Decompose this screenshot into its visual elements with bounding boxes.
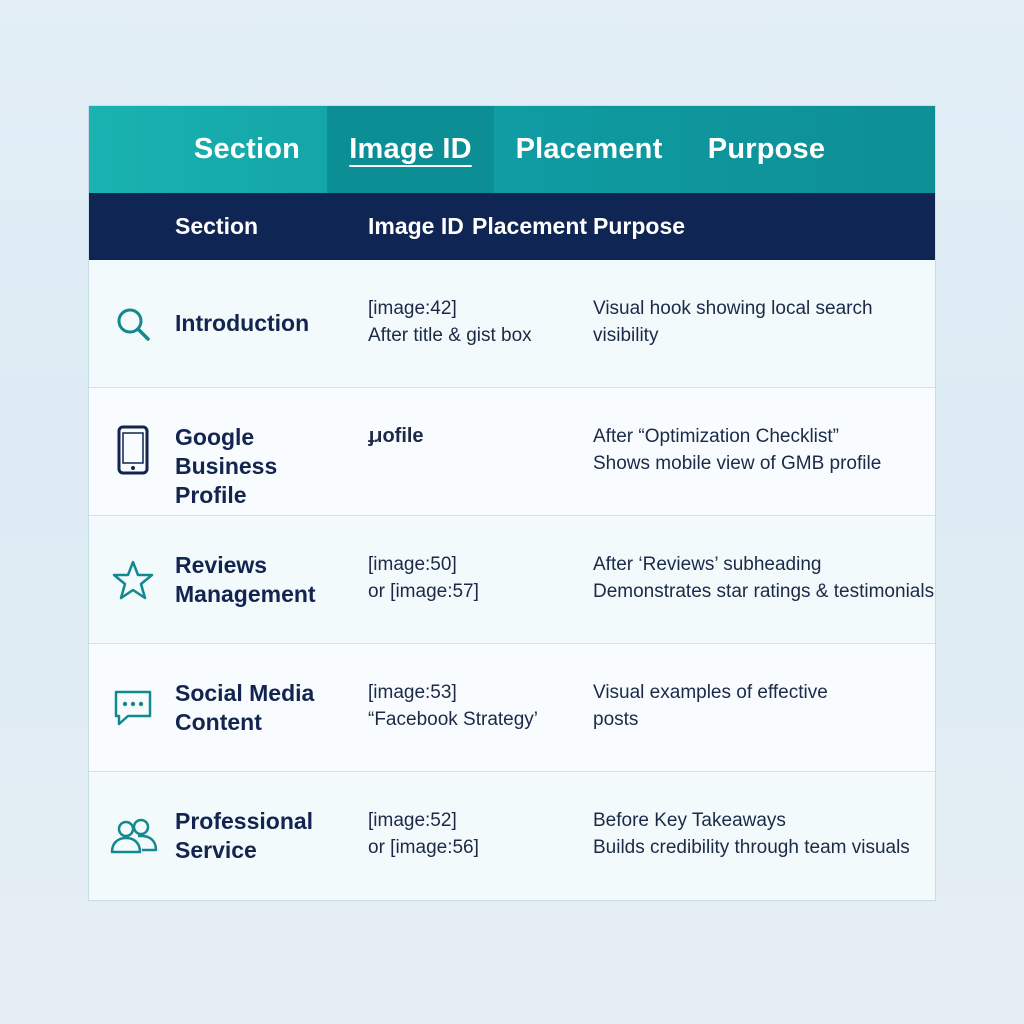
search-icon bbox=[111, 302, 155, 346]
row-section-title bbox=[175, 423, 360, 510]
table-header bbox=[89, 193, 936, 260]
row-purpose bbox=[593, 807, 933, 861]
row-image-line: “Facebook Strategy’ bbox=[368, 709, 539, 730]
row-title-line: Content bbox=[175, 709, 262, 735]
tab-section[interactable] bbox=[167, 106, 327, 193]
row-title-line: Social Media bbox=[175, 680, 315, 706]
row-purpose-line: posts bbox=[593, 709, 639, 730]
row-image-line: [image:42] bbox=[368, 298, 457, 319]
row-title-line: Profile bbox=[175, 482, 247, 508]
tab-purpose[interactable] bbox=[684, 106, 849, 193]
row-section-title bbox=[175, 551, 360, 609]
row-purpose-line: After “Optimization Checklist” bbox=[593, 426, 840, 447]
tab-bar bbox=[89, 106, 936, 193]
smartphone-icon bbox=[111, 428, 155, 472]
row-purpose bbox=[593, 679, 933, 733]
column-header-section: Section bbox=[175, 213, 259, 239]
tab-placement[interactable] bbox=[494, 106, 684, 193]
table-row bbox=[89, 388, 936, 516]
table-row bbox=[89, 516, 936, 644]
row-purpose-line: visibility bbox=[593, 325, 659, 346]
column-header-image-id: Image ID bbox=[368, 213, 464, 239]
tab-placement-label: Placement bbox=[515, 133, 663, 165]
tab-purpose-label: Purpose bbox=[707, 133, 826, 165]
row-section-title bbox=[175, 807, 360, 865]
row-image-line: or [image:56] bbox=[368, 837, 479, 858]
row-image-id bbox=[368, 295, 568, 349]
tab-image-id[interactable] bbox=[327, 106, 494, 193]
chat-bubble-icon bbox=[111, 686, 155, 730]
row-purpose-line: Builds credibility through team visuals bbox=[593, 837, 910, 858]
row-image-line: After title & gist box bbox=[368, 325, 532, 346]
row-purpose bbox=[593, 551, 933, 605]
row-title-line: Reviews bbox=[175, 552, 268, 578]
row-title-line: Professional bbox=[175, 808, 314, 834]
row-image-id bbox=[368, 423, 568, 450]
table-body bbox=[89, 260, 936, 901]
row-title-line: Service bbox=[175, 837, 257, 863]
row-purpose bbox=[593, 423, 933, 477]
row-image-line: [image:50] bbox=[368, 554, 457, 575]
tab-image-id-label: Image ID bbox=[349, 133, 472, 165]
row-purpose bbox=[593, 295, 933, 349]
row-purpose-line: Visual examples of effective bbox=[593, 682, 828, 703]
users-icon bbox=[109, 814, 159, 858]
row-title-line: Management bbox=[175, 581, 316, 607]
column-header-placement: Placement bbox=[472, 213, 588, 239]
image-placement-card bbox=[88, 105, 936, 901]
table-row bbox=[89, 260, 936, 388]
row-image-line: [image:52] bbox=[368, 810, 457, 831]
row-image-line: or [image:57] bbox=[368, 581, 479, 602]
row-title-line: Introduction bbox=[175, 310, 310, 336]
row-image-line: [image:53] bbox=[368, 682, 457, 703]
row-purpose-line: Visual hook showing local search bbox=[593, 298, 873, 319]
row-section-title bbox=[175, 309, 360, 338]
row-image-line: ɟɹofile bbox=[368, 425, 424, 447]
row-title-line: Google Business bbox=[175, 424, 278, 479]
column-header-purpose: Purpose bbox=[593, 213, 686, 239]
row-purpose-line: After ‘Reviews’ subheading bbox=[593, 554, 822, 575]
row-image-id bbox=[368, 551, 568, 605]
tab-section-label: Section bbox=[193, 133, 301, 165]
row-purpose-line: Shows mobile view of GMB profile bbox=[593, 453, 882, 474]
row-section-title bbox=[175, 679, 360, 737]
table-row bbox=[89, 772, 936, 901]
row-image-id bbox=[368, 807, 568, 861]
table-row bbox=[89, 644, 936, 772]
row-purpose-line: Before Key Takeaways bbox=[593, 810, 786, 831]
row-purpose-line: Demonstrates star ratings & testimonials bbox=[593, 581, 935, 602]
row-image-id bbox=[368, 679, 568, 733]
star-icon bbox=[111, 558, 155, 602]
